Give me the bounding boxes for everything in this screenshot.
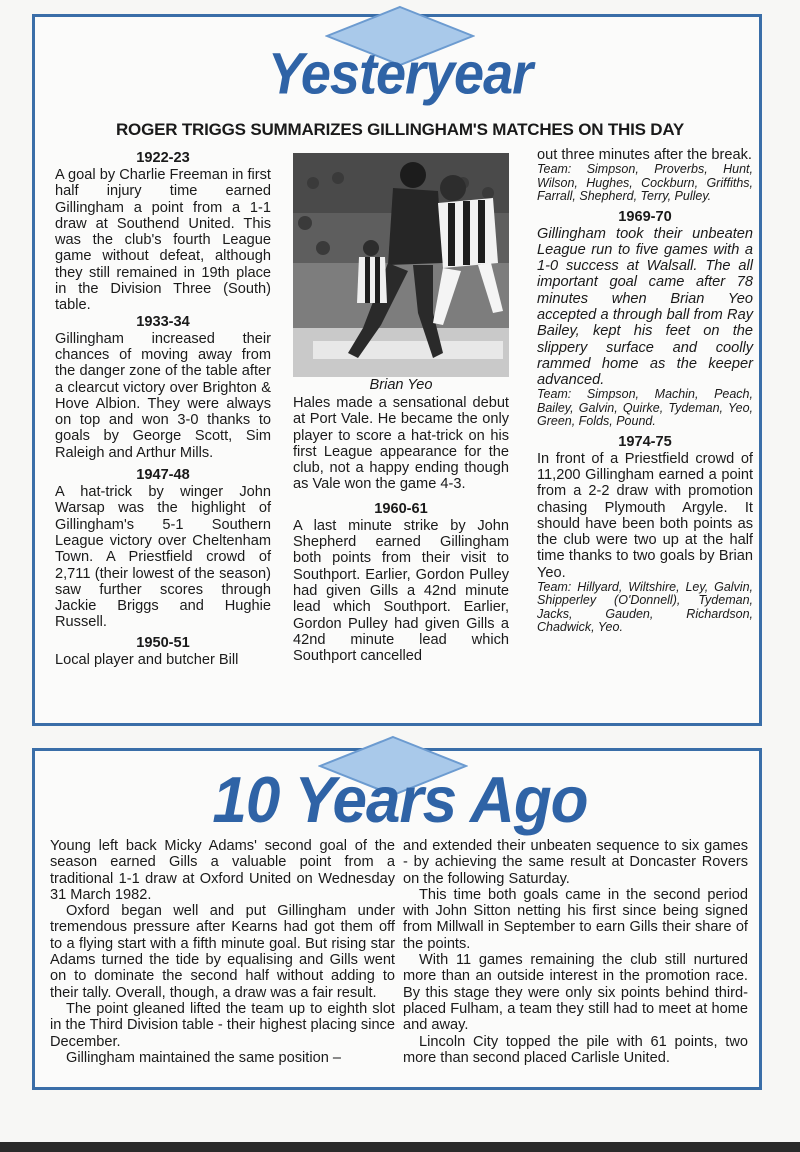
column-middle <box>293 375 509 664</box>
column-right <box>537 147 753 635</box>
article-paragraph: and extended their unbeaten sequence to six games - by achieving the same result at Doncaster Rovers on the following Saturday. <box>403 838 748 887</box>
year-heading: 1922-23 <box>136 150 190 166</box>
player-photo <box>293 153 509 377</box>
entry-text: Hales made a sensational debut at Port Vale. He became the only player to score a hat-trick on his first League appearance for the club, not a happy ending though as Vale won the game 4-3. <box>293 395 509 493</box>
entry-text: Local player and butcher Bill <box>55 651 239 668</box>
football-action-photo-icon <box>293 153 509 377</box>
entry-text: A last minute strike by John Shepherd earned Gillingham both points from their visit to Southport. Earlier, Gordon Pulley had given Gills a 42nd minute lead which Southport. Earlier, Gordon Pulley had given Gills a 42nd minute lead which Southport cancelled <box>293 517 509 665</box>
year-heading: 1947-48 <box>136 467 190 484</box>
year-heading: 1969-70 <box>618 208 672 225</box>
article-paragraph: This time both goals came in the second period with John Sitton netting his first since being signed from Millwall in September to earn Gills their share of the points. <box>403 886 748 952</box>
article-paragraph: Lincoln City topped the pile with 61 points, two more than second placed Carlisle United. <box>403 1033 748 1066</box>
ten-years-ago-panel <box>32 748 762 1090</box>
yesteryear-panel <box>32 14 762 726</box>
team-lineup: Team: Hillyard, Wiltshire, Ley, Galvin, Shipperley (O'Donnell), Tydeman, Jacks, Gauden, Richardson, Chadwick, Yeo. <box>537 580 753 635</box>
article-column-right <box>403 838 748 1066</box>
section-title: 10 Years Ago <box>212 764 588 837</box>
article-paragraph: With 11 games remaining the club still nurtured more than an outside interest in the promotion race. By this stage they were only six points behind third-placed Fulham, a team they still had to meet at home and away. <box>403 952 748 1034</box>
year-heading: 1950-51 <box>136 634 190 651</box>
article-paragraph: Gillingham maintained the same position – <box>66 1049 342 1066</box>
entry-text: A goal by Charlie Freeman in first half injury time earned Gillingham a point from a 1-1 draw at Southend United. This was the club's fourth League game without defeat, although they still remained in 19th place in the Division Three (South) table. <box>55 167 271 314</box>
entry-text: Gillingham increased their chances of moving away from the danger zone of the table after a clearcut victory over Brighton & Hove Albion. They were always on top and won 3-0 thanks to goals by George Scott, Sim Raleigh and Arthur Mills. <box>55 330 271 461</box>
entry-text: A hat-trick by winger John Warsap was the highlight of Gillingham's 5-1 Southern League victory over Cheltenham Town. A Priestfield crowd of 2,711 (their lowest of the season) saw further scores through Jackie Briggs and Hughie Russell. <box>55 484 271 631</box>
page-bottom-edge <box>0 1142 800 1152</box>
article-paragraph: Oxford began well and put Gillingham under tremendous pressure after Kearns had got them off to a flying start with a fifth minute goal. But rising star Adams turned the tide by equalising and Gills went on to dominate the second half without adding to their tally. Overall, though, a draw was a fair result. <box>50 903 395 1001</box>
year-heading: 1960-61 <box>374 500 428 517</box>
page-title: Yesteryear <box>267 41 533 107</box>
entry-text: Gillingham took their unbeaten League run to five games with a 1-0 success at Walsall. The all important goal came after 78 minutes when Brian Yeo accepted a through ball from Ray Bailey, kept his feet on the slippery surface and coolly rammed home as the keeper advanced. <box>537 225 753 389</box>
subtitle: ROGER TRIGGS SUMMARIZES GILLINGHAM'S MATCHES ON THIS DAY <box>115 120 685 139</box>
team-lineup: Team: Simpson, Proverbs, Hunt, Wilson, Hughes, Cockburn, Griffiths, Farrall, Shepherd, Terry, Pulley. <box>537 162 753 204</box>
team-lineup: Team: Simpson, Machin, Peach, Bailey, Galvin, Quirke, Tydeman, Yeo, Green, Folds, Pound. <box>537 387 753 429</box>
year-heading: 1933-34 <box>136 313 190 330</box>
article-paragraph: Young left back Micky Adams' second goal of the season earned Gills a valuable point from a traditional 1-1 draw at Oxford United on Wednesday 31 March 1982. <box>50 838 395 903</box>
column-left <box>55 150 271 668</box>
entry-text: In front of a Priestfield crowd of 11,200 Gillingham earned a point from a 2-2 draw with promotion chasing Plymouth Argyle. It should have been both points as the club were two up at the half time thanks to two goals by Brian Yeo. <box>537 450 753 581</box>
year-heading: 1974-75 <box>618 433 672 450</box>
entry-text: out three minutes after the break. <box>537 147 752 163</box>
article-paragraph: The point gleaned lifted the team up to eighth slot in the Third Division table - their highest placing since December. <box>50 1000 395 1050</box>
photo-caption: Brian Yeo <box>369 377 433 393</box>
article-column-left <box>50 838 395 1066</box>
